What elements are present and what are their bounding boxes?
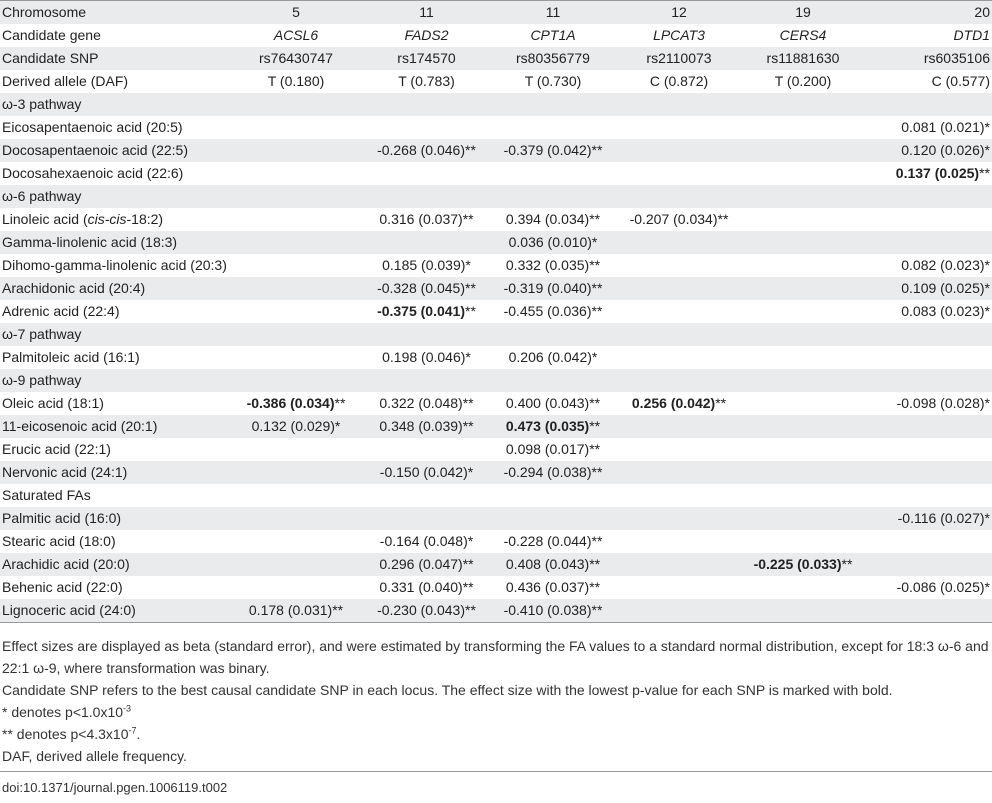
effect-size-cell bbox=[741, 392, 865, 415]
footnote: Effect sizes are displayed as beta (standard error), and were estimated by transforming the FA values to a standard normal distribution, except for 18:3 ω-6 and 22:1 ω-9, where transformation was binary. bbox=[2, 638, 989, 676]
effect-size-cell bbox=[617, 162, 741, 185]
effect-size-value: 0.400 (0.043) bbox=[505, 395, 590, 411]
effect-size-cell bbox=[228, 254, 364, 277]
effect-size-value: 0.036 (0.010) bbox=[508, 234, 592, 250]
fatty-acid-name: Palmitic acid (16:0) bbox=[0, 507, 228, 530]
effect-size-cell bbox=[228, 415, 364, 438]
effect-size-value: 0.436 (0.037) bbox=[505, 579, 590, 595]
effect-size-cell bbox=[489, 254, 617, 277]
snp-id: rs6035106 bbox=[865, 47, 992, 70]
section-label: ω-6 pathway bbox=[0, 185, 992, 208]
snp-id: rs80356779 bbox=[489, 47, 617, 70]
effect-size-cell bbox=[865, 116, 992, 139]
snp-id: rs174570 bbox=[364, 47, 489, 70]
table-row bbox=[0, 139, 992, 162]
header-cell: 11 bbox=[364, 1, 489, 25]
fatty-acid-name: Erucic acid (22:1) bbox=[2, 441, 111, 457]
effect-size-value: -0.228 (0.044) bbox=[503, 533, 592, 549]
effect-size-value: -0.230 (0.043) bbox=[377, 602, 466, 618]
effect-size-cell bbox=[364, 553, 489, 576]
effect-size-cell bbox=[741, 162, 865, 185]
effect-size-cell bbox=[489, 415, 617, 438]
effect-size-cell bbox=[617, 415, 741, 438]
effect-size-cell bbox=[865, 300, 992, 323]
effect-size-value: 0.206 (0.042) bbox=[508, 349, 592, 365]
section-row bbox=[0, 484, 992, 507]
significance-marker: ** bbox=[589, 441, 601, 457]
significance-marker: * bbox=[984, 510, 990, 526]
effect-size-cell bbox=[489, 277, 617, 300]
significance-marker: ** bbox=[591, 303, 603, 319]
effect-size-cell bbox=[364, 392, 489, 415]
effect-size-cell bbox=[865, 231, 992, 254]
significance-marker: * bbox=[334, 418, 341, 434]
fatty-acid-name: Adrenic acid (22:4) bbox=[2, 303, 120, 319]
gene-name: ACSL6 bbox=[273, 27, 319, 43]
effect-size-value: -0.319 (0.040) bbox=[503, 280, 592, 296]
table-row bbox=[0, 599, 992, 623]
effect-size-cell bbox=[865, 438, 992, 461]
effect-size-value: 0.198 (0.046) bbox=[382, 349, 466, 365]
effect-size-cell bbox=[489, 392, 617, 415]
effect-size-cell bbox=[617, 438, 741, 461]
header-row-daf bbox=[0, 70, 992, 93]
effect-size-cell bbox=[489, 300, 617, 323]
significance-marker: ** bbox=[462, 211, 474, 227]
significance-marker: ** bbox=[589, 211, 601, 227]
doi-link[interactable]: doi:10.1371/journal.pgen.1006119.t002 bbox=[2, 780, 228, 795]
significance-marker: * bbox=[465, 349, 471, 365]
significance-marker: * bbox=[984, 280, 990, 296]
effect-size-cell bbox=[489, 438, 617, 461]
effect-size-value: -0.379 (0.042) bbox=[503, 142, 592, 158]
significance-marker: ** bbox=[841, 556, 853, 572]
footnote-text: ** denotes p<4.3x10 bbox=[2, 726, 129, 742]
effect-size-value: -0.086 (0.025) bbox=[896, 579, 985, 595]
effect-size-cell bbox=[489, 553, 617, 576]
effect-size-value: -0.116 (0.027) bbox=[897, 510, 985, 526]
fatty-acid-name: Lignoceric acid (24:0) bbox=[0, 599, 228, 623]
section-row bbox=[0, 93, 992, 116]
effect-size-cell bbox=[228, 300, 364, 323]
header-cell: 11 bbox=[489, 1, 617, 25]
effect-size-value: -0.150 (0.042) bbox=[379, 464, 468, 480]
effect-size-value: -0.268 (0.046) bbox=[377, 142, 466, 158]
effect-size-cell bbox=[228, 576, 364, 599]
significance-marker: * bbox=[984, 579, 990, 595]
daf-value: T (0.783) bbox=[398, 73, 455, 89]
effect-size-cell bbox=[741, 254, 865, 277]
fatty-acid-name bbox=[0, 208, 228, 231]
significance-marker: * bbox=[465, 257, 471, 273]
significance-marker: * bbox=[984, 257, 990, 273]
significance-marker: ** bbox=[591, 602, 603, 618]
gene-name: DTD1 bbox=[953, 27, 990, 43]
effect-size-cell bbox=[489, 461, 617, 484]
daf-value: T (0.730) bbox=[524, 73, 582, 89]
effect-size-cell bbox=[865, 162, 992, 185]
table-row bbox=[0, 300, 992, 323]
effect-size-value: -0.294 (0.038) bbox=[503, 464, 592, 480]
effect-size-cell bbox=[617, 599, 741, 623]
fatty-acid-name: Palmitoleic acid (16:1) bbox=[2, 349, 140, 365]
significance-marker: ** bbox=[591, 280, 603, 296]
effect-size-cell bbox=[364, 576, 489, 599]
table-row bbox=[0, 162, 992, 185]
footnote-text: . bbox=[136, 726, 141, 742]
section-row bbox=[0, 185, 992, 208]
effect-size-cell bbox=[617, 576, 741, 599]
effect-size-cell bbox=[228, 208, 364, 231]
fatty-acid-name-part: Linoleic acid ( bbox=[2, 211, 88, 227]
fatty-acid-name: Oleic acid (18:1) bbox=[2, 395, 104, 411]
effect-size-value: 0.137 (0.025) bbox=[895, 165, 980, 181]
effect-size-cell bbox=[865, 599, 992, 623]
effect-size-cell bbox=[741, 346, 865, 369]
effect-size-cell bbox=[865, 346, 992, 369]
effect-size-value: 0.120 (0.026) bbox=[901, 142, 985, 158]
effect-size-value: -0.386 (0.034) bbox=[246, 395, 335, 411]
effect-size-cell bbox=[617, 300, 741, 323]
effect-size-cell bbox=[865, 553, 992, 576]
significance-marker: ** bbox=[717, 211, 729, 227]
significance-marker: ** bbox=[462, 395, 474, 411]
header-cell: 5 bbox=[228, 1, 364, 25]
significance-marker: ** bbox=[979, 165, 990, 181]
effect-size-value: -0.455 (0.036) bbox=[503, 303, 592, 319]
effect-size-cell bbox=[617, 231, 741, 254]
section-label: ω-7 pathway bbox=[0, 323, 992, 346]
table-row bbox=[0, 277, 992, 300]
effect-size-value: 0.316 (0.037) bbox=[379, 211, 463, 227]
effect-size-cell bbox=[741, 139, 865, 162]
significance-marker: * bbox=[984, 395, 990, 411]
effect-size-cell bbox=[865, 254, 992, 277]
table-row bbox=[0, 530, 992, 553]
table-row bbox=[0, 553, 992, 576]
effect-size-cell bbox=[364, 139, 489, 162]
effect-size-cell bbox=[865, 461, 992, 484]
effect-size-cell bbox=[228, 231, 364, 254]
effect-size-cell bbox=[364, 346, 489, 369]
effect-size-cell bbox=[865, 139, 992, 162]
significance-marker: ** bbox=[591, 533, 603, 549]
effect-size-cell bbox=[489, 208, 617, 231]
effect-size-value: 0.098 (0.017) bbox=[505, 441, 590, 457]
effect-size-cell bbox=[228, 116, 364, 139]
section-label: ω-3 pathway bbox=[0, 93, 992, 116]
effect-size-value: -0.098 (0.028) bbox=[896, 395, 985, 411]
fatty-acid-name: 11-eicosenoic acid (20:1) bbox=[0, 415, 228, 438]
table-row bbox=[0, 254, 992, 277]
significance-marker: ** bbox=[465, 303, 476, 319]
effect-size-value: 0.322 (0.048) bbox=[379, 395, 463, 411]
effect-size-cell bbox=[228, 277, 364, 300]
table-row bbox=[0, 415, 992, 438]
effect-size-value: -0.375 (0.041) bbox=[377, 303, 466, 319]
effect-size-cell bbox=[364, 599, 489, 623]
header-cell: 19 bbox=[741, 1, 865, 25]
effect-size-cell bbox=[617, 461, 741, 484]
effect-size-cell bbox=[364, 530, 489, 553]
effect-size-cell bbox=[489, 530, 617, 553]
header-label: Derived allele (DAF) bbox=[2, 73, 129, 89]
effect-size-cell bbox=[228, 507, 364, 530]
footnote-text: * denotes p<1.0x10 bbox=[2, 704, 124, 720]
effect-size-cell bbox=[489, 576, 617, 599]
effect-size-cell bbox=[228, 599, 364, 623]
gene-name: CERS4 bbox=[779, 27, 827, 43]
significance-marker: ** bbox=[332, 602, 344, 618]
significance-marker: ** bbox=[465, 602, 476, 618]
effect-size-cell bbox=[364, 254, 489, 277]
fatty-acid-name-part: -18:2) bbox=[126, 211, 164, 227]
header-label: Candidate gene bbox=[2, 27, 101, 43]
effect-size-value: 0.178 (0.031) bbox=[248, 602, 333, 618]
fatty-acid-name: Arachidic acid (20:0) bbox=[0, 553, 228, 576]
effect-size-cell bbox=[489, 346, 617, 369]
effect-size-cell bbox=[228, 530, 364, 553]
effect-size-cell bbox=[364, 162, 489, 185]
table-row bbox=[0, 116, 992, 139]
effect-size-value: -0.410 (0.038) bbox=[503, 602, 592, 618]
header-row-chromosome bbox=[0, 1, 992, 25]
fatty-acid-name: Dihomo-gamma-linolenic acid (20:3) bbox=[2, 257, 227, 273]
effect-size-cell bbox=[741, 116, 865, 139]
effect-size-value: -0.225 (0.033) bbox=[753, 556, 842, 572]
effect-size-cell bbox=[865, 576, 992, 599]
significance-marker: * bbox=[467, 464, 474, 480]
effect-size-value: 0.394 (0.034) bbox=[505, 211, 590, 227]
table-row bbox=[0, 392, 992, 415]
effect-size-cell bbox=[364, 116, 489, 139]
fatty-acid-name: Stearic acid (18:0) bbox=[2, 533, 116, 549]
effect-size-cell bbox=[617, 346, 741, 369]
effect-size-value: 0.083 (0.023) bbox=[901, 303, 985, 319]
header-cell: 20 bbox=[865, 1, 992, 25]
effect-size-value: 0.082 (0.023) bbox=[901, 257, 985, 273]
effect-size-cell bbox=[228, 162, 364, 185]
snp-id: rs11881630 bbox=[741, 47, 865, 70]
effect-size-cell bbox=[741, 530, 865, 553]
table-row bbox=[0, 208, 992, 231]
effect-size-cell bbox=[741, 208, 865, 231]
daf-value: T (0.180) bbox=[267, 73, 325, 89]
effect-size-cell bbox=[489, 507, 617, 530]
fatty-acid-name: Arachidonic acid (20:4) bbox=[0, 277, 228, 300]
significance-marker: ** bbox=[465, 142, 476, 158]
effect-size-cell bbox=[489, 231, 617, 254]
table-row bbox=[0, 346, 992, 369]
significance-marker: ** bbox=[462, 579, 474, 595]
effect-size-cell bbox=[364, 208, 489, 231]
section-row bbox=[0, 323, 992, 346]
effect-size-cell bbox=[228, 461, 364, 484]
header-label: Candidate SNP bbox=[0, 47, 228, 70]
effect-size-cell bbox=[228, 392, 364, 415]
significance-marker: ** bbox=[589, 418, 601, 434]
significance-marker: * bbox=[591, 349, 598, 365]
table-row bbox=[0, 576, 992, 599]
significance-marker: ** bbox=[589, 395, 601, 411]
footnote: Candidate SNP refers to the best causal candidate SNP in each locus. The effect size with the lowest p-value for each SNP is marked with bold. bbox=[2, 682, 893, 698]
footnote bbox=[2, 701, 990, 723]
effect-size-cell bbox=[617, 277, 741, 300]
significance-marker: * bbox=[467, 533, 474, 549]
table-footnotes bbox=[0, 623, 992, 772]
significance-marker: ** bbox=[465, 280, 476, 296]
effect-size-cell bbox=[741, 415, 865, 438]
significance-marker: ** bbox=[462, 556, 474, 572]
effect-size-value: -0.328 (0.045) bbox=[377, 280, 466, 296]
effect-size-cell bbox=[741, 553, 865, 576]
significance-marker: ** bbox=[589, 579, 601, 595]
daf-value: C (0.577) bbox=[931, 73, 990, 89]
effect-size-cell bbox=[364, 507, 489, 530]
effect-size-cell bbox=[865, 392, 992, 415]
effect-size-value: -0.164 (0.048) bbox=[379, 533, 468, 549]
effect-size-cell bbox=[489, 599, 617, 623]
fatty-acid-name: Behenic acid (22:0) bbox=[2, 579, 123, 595]
table-row bbox=[0, 507, 992, 530]
fatty-acid-name: Eicosapentaenoic acid (20:5) bbox=[2, 119, 183, 135]
daf-value: T (0.200) bbox=[774, 73, 832, 89]
significance-marker: * bbox=[984, 142, 990, 158]
footnote-exponent: -3 bbox=[123, 703, 132, 714]
effect-size-cell bbox=[741, 231, 865, 254]
effect-size-cell bbox=[364, 415, 489, 438]
effect-size-cell bbox=[617, 208, 741, 231]
effect-size-cell bbox=[617, 530, 741, 553]
significance-marker: * bbox=[984, 119, 990, 135]
footnote bbox=[2, 723, 990, 745]
effect-size-cell bbox=[741, 277, 865, 300]
daf-value: C (0.872) bbox=[649, 73, 709, 89]
header-row-snp bbox=[0, 47, 992, 70]
effect-size-cell bbox=[617, 139, 741, 162]
table-row bbox=[0, 438, 992, 461]
effect-size-cell bbox=[228, 346, 364, 369]
effect-size-cell bbox=[741, 438, 865, 461]
effect-size-cell bbox=[489, 162, 617, 185]
effect-size-cell bbox=[865, 415, 992, 438]
effect-size-value: 0.132 (0.029) bbox=[251, 418, 335, 434]
effect-size-cell bbox=[489, 116, 617, 139]
section-label: Saturated FAs bbox=[2, 487, 91, 503]
effect-size-value: 0.332 (0.035) bbox=[505, 257, 590, 273]
effect-size-value: 0.296 (0.047) bbox=[379, 556, 463, 572]
footnote: DAF, derived allele frequency. bbox=[2, 748, 187, 764]
effect-size-cell bbox=[741, 507, 865, 530]
effect-size-cell bbox=[865, 507, 992, 530]
effect-size-cell bbox=[617, 116, 741, 139]
effect-size-cell bbox=[865, 208, 992, 231]
effect-size-cell bbox=[865, 530, 992, 553]
significance-marker: ** bbox=[334, 395, 346, 411]
header-row-gene bbox=[0, 24, 992, 47]
effect-size-cell bbox=[489, 139, 617, 162]
effect-size-cell bbox=[741, 576, 865, 599]
significance-marker: ** bbox=[591, 464, 603, 480]
effect-size-cell bbox=[741, 300, 865, 323]
gene-name: FADS2 bbox=[404, 27, 449, 43]
fatty-acid-name-italic: cis-cis bbox=[87, 211, 127, 227]
significance-marker: ** bbox=[715, 395, 727, 411]
effect-size-cell bbox=[741, 461, 865, 484]
section-label: ω-9 pathway bbox=[0, 369, 992, 392]
effect-size-value: 0.185 (0.039) bbox=[382, 257, 466, 273]
fatty-acid-name: Nervonic acid (24:1) bbox=[0, 461, 228, 484]
effect-size-cell bbox=[617, 254, 741, 277]
significance-marker: ** bbox=[462, 418, 474, 434]
effect-size-cell bbox=[228, 139, 364, 162]
effect-size-value: 0.348 (0.039) bbox=[379, 418, 463, 434]
significance-marker: * bbox=[984, 303, 990, 319]
table-row bbox=[0, 231, 992, 254]
effect-size-cell bbox=[364, 300, 489, 323]
snp-id: rs76430747 bbox=[228, 47, 364, 70]
significance-marker: ** bbox=[589, 257, 601, 273]
effect-size-value: 0.256 (0.042) bbox=[631, 395, 716, 411]
significance-marker: * bbox=[591, 234, 598, 250]
effect-size-value: 0.331 (0.040) bbox=[379, 579, 463, 595]
effect-size-value: 0.081 (0.021) bbox=[901, 119, 985, 135]
footnote-exponent: -7 bbox=[128, 725, 137, 736]
effect-size-cell bbox=[617, 507, 741, 530]
effect-size-cell bbox=[364, 438, 489, 461]
significance-marker: ** bbox=[589, 556, 601, 572]
effect-size-value: 0.473 (0.035) bbox=[505, 418, 590, 434]
gene-name: CPT1A bbox=[530, 27, 576, 43]
significance-marker: ** bbox=[591, 142, 603, 158]
effect-size-value: 0.109 (0.025) bbox=[901, 280, 985, 296]
effect-size-cell bbox=[617, 553, 741, 576]
fatty-acid-name: Gamma-linolenic acid (18:3) bbox=[0, 231, 228, 254]
section-row bbox=[0, 369, 992, 392]
effect-size-cell bbox=[364, 461, 489, 484]
effect-size-cell bbox=[228, 438, 364, 461]
effect-size-cell bbox=[741, 599, 865, 623]
fatty-acid-name: Docosahexaenoic acid (22:6) bbox=[2, 165, 184, 181]
gene-name: LPCAT3 bbox=[653, 27, 705, 43]
header-label: Chromosome bbox=[0, 1, 228, 25]
effect-size-value: 0.408 (0.043) bbox=[505, 556, 590, 572]
effect-size-cell bbox=[228, 553, 364, 576]
table-row bbox=[0, 461, 992, 484]
effect-size-cell bbox=[865, 277, 992, 300]
effect-size-cell bbox=[617, 392, 741, 415]
fatty-acid-name: Docosapentaenoic acid (22:5) bbox=[0, 139, 228, 162]
effect-size-cell bbox=[364, 277, 489, 300]
snp-id: rs2110073 bbox=[617, 47, 741, 70]
header-cell: 12 bbox=[617, 1, 741, 25]
effect-size-cell bbox=[364, 231, 489, 254]
effect-size-value: -0.207 (0.034) bbox=[629, 211, 718, 227]
